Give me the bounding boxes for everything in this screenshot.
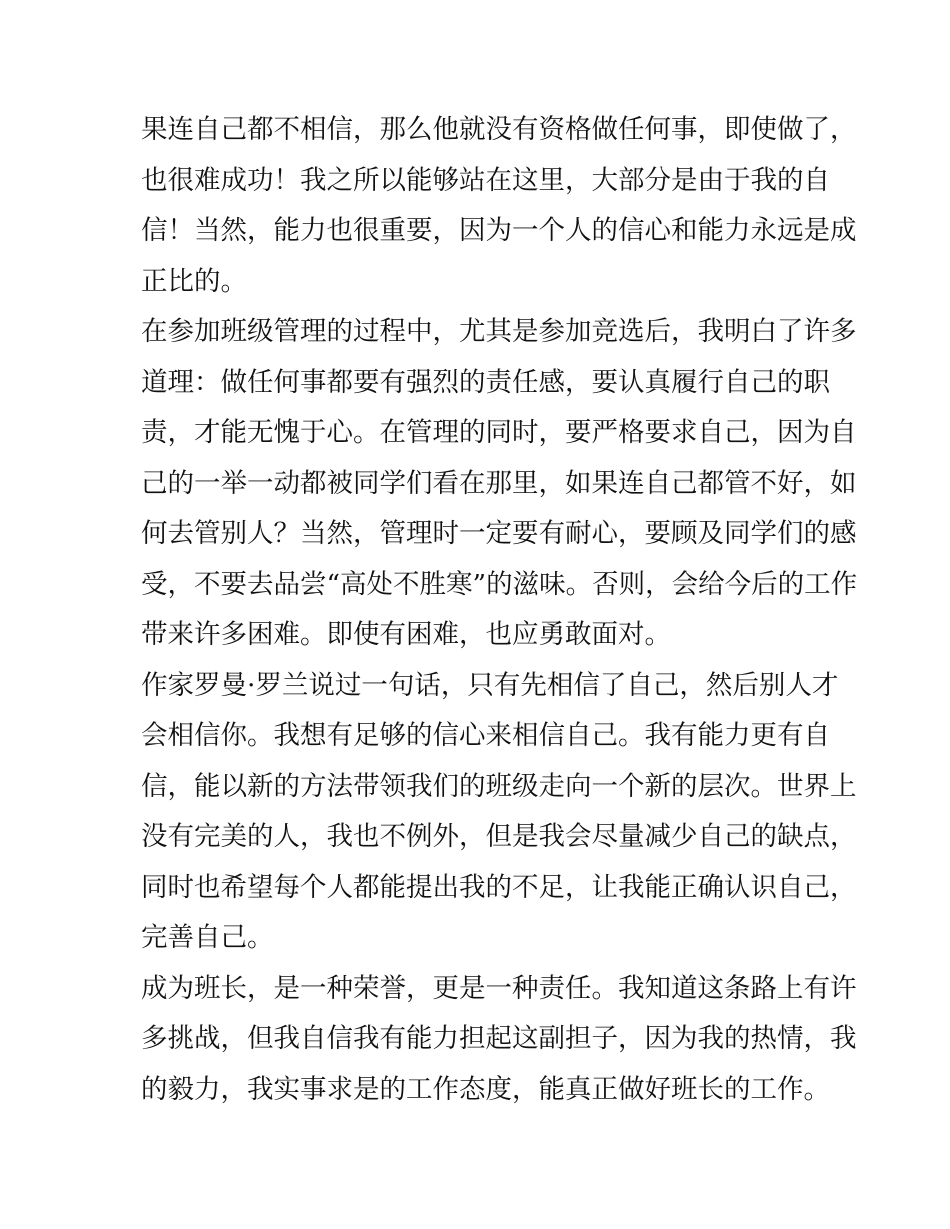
text-line: 成为班长，是一种荣誉，更是一种责任。我知道这条路上有许 — [141, 972, 857, 1004]
text-line: 的毅力，我实事求是的工作态度，能真正做好班长的工作。 — [141, 1073, 830, 1105]
text-line: 道理：做任何事都要有强烈的责任感，要认真履行自己的职 — [141, 366, 830, 398]
text-line: 没有完美的人，我也不例外，但是我会尽量减少自己的缺点， — [141, 821, 857, 852]
document-body — [141, 105, 858, 1115]
text-line: 信！当然，能力也很重要，因为一个人的信心和能力永远是成 — [141, 215, 857, 246]
text-line: 带来许多困难。即使有困难，也应勇敢面对。 — [141, 619, 671, 650]
text-line: 何去管别人？当然，管理时一定要有耐心，要顾及同学们的感 — [141, 518, 857, 549]
text-line: 会相信你。我想有足够的信心来相信自己。我有能力更有自 — [141, 720, 830, 751]
text-line: 受，不要去品尝“高处不胜寒”的滋味。否则，会给今后的工作 — [141, 568, 858, 600]
text-line: 多挑战，但我自信我有能力担起这副担子，因为我的热情，我 — [141, 1023, 857, 1054]
paragraph-2 — [141, 307, 858, 661]
paragraph-4 — [141, 964, 857, 1116]
text-line: 作家罗曼·罗兰说过一句话，只有先相信了自己，然后别人才 — [141, 669, 839, 701]
paragraph-1 — [141, 105, 857, 307]
text-line: 正比的。 — [141, 265, 247, 297]
text-line: 信，能以新的方法带领我们的班级走向一个新的层次。世界上 — [141, 770, 857, 802]
text-line: 己的一举一动都被同学们看在那里，如果连自己都管不好，如 — [141, 467, 857, 499]
text-line: 也很难成功！我之所以能够站在这里，大部分是由于我的自 — [141, 164, 830, 196]
text-line: 完善自己。 — [141, 922, 274, 953]
text-line: 同时也希望每个人都能提出我的不足，让我能正确认识自己， — [141, 871, 857, 903]
text-line: 果连自己都不相信，那么他就没有资格做任何事，即使做了， — [141, 114, 857, 145]
paragraph-3 — [141, 661, 857, 964]
text-line: 在参加班级管理的过程中，尤其是参加竞选后，我明白了许多 — [141, 316, 857, 347]
text-line: 责，才能无愧于心。在管理的同时，要严格要求自己，因为自 — [141, 417, 857, 448]
